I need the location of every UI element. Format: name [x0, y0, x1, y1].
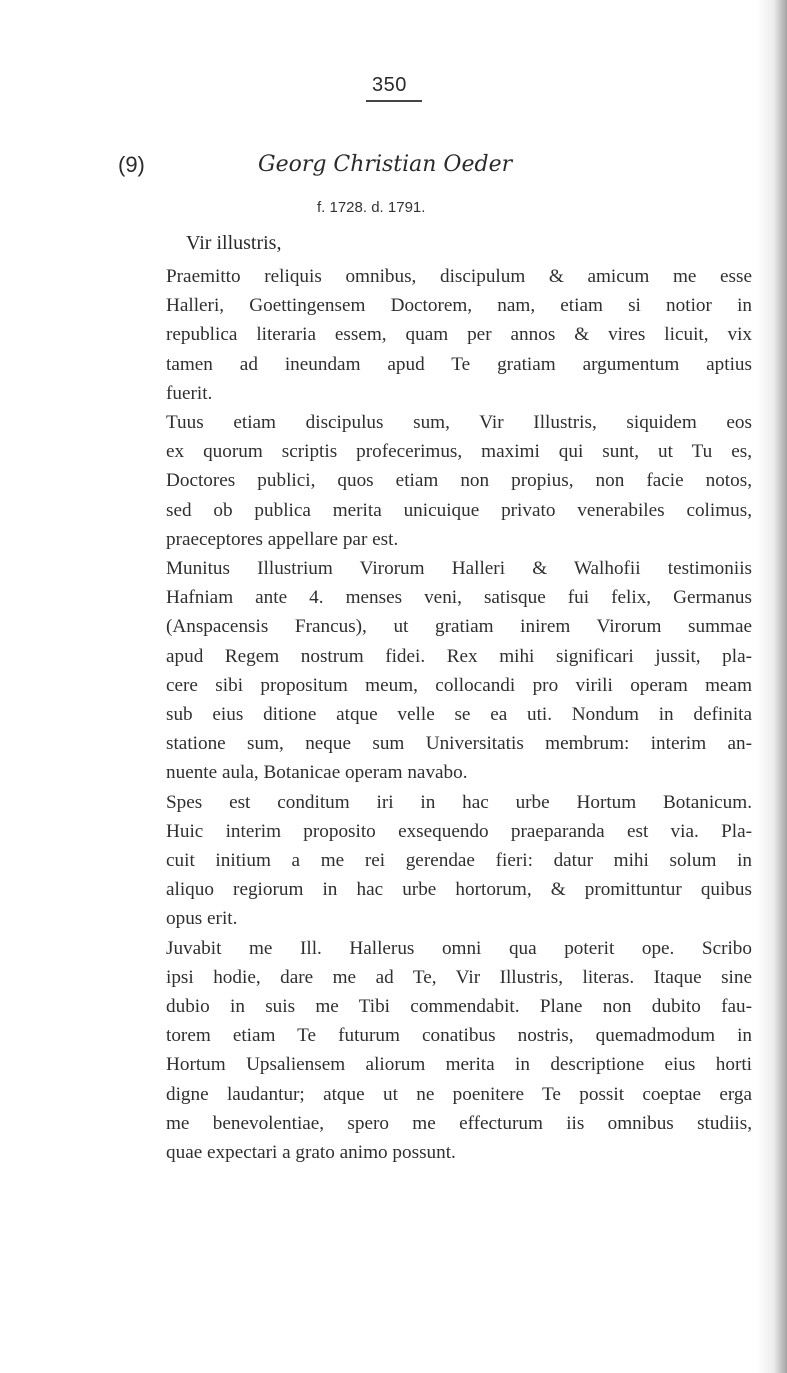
- text-line: Huic interim proposito exsequendo praeparanda est via. Pla-: [166, 820, 752, 842]
- text-line: tamen ad ineundam apud Te gratiam argumentum aptius: [166, 353, 752, 375]
- text-line: (Anspacensis Francus), ut gratiam inirem Virorum summae: [166, 616, 752, 638]
- text-line: praeceptores appellare par est.: [166, 528, 399, 550]
- text-line: me benevolentiae, spero me effecturum iis omnibus studiis,: [166, 1112, 752, 1134]
- text-line: ipsi hodie, dare me ad Te, Vir Illustris, literas. Itaque sine: [166, 966, 752, 988]
- text-line: Juvabit me Ill. Hallerus omni qua poterit ope. Scribo: [166, 937, 752, 959]
- text-line: opus erit.: [166, 908, 238, 930]
- text-line: Halleri, Goettingensem Doctorem, nam, etiam si notior in: [166, 295, 752, 317]
- text-line: sub eius ditione atque velle se ea uti. Nondum in definita: [166, 704, 752, 726]
- text-line: Munitus Illustrium Virorum Halleri & Walhofii testimoniis: [166, 558, 752, 580]
- text-line: aliquo regiorum in hac urbe hortorum, & promittuntur quibus: [166, 879, 752, 901]
- text-line: apud Regem nostrum fidei. Rex mihi significari jussit, pla-: [166, 645, 752, 667]
- text-line: cuit initium a me rei gerendae fieri: datur mihi solum in: [166, 850, 752, 872]
- text-line: Spes est conditum iri in hac urbe Hortum Botanicum.: [166, 791, 752, 813]
- text-line: Hortum Upsaliensem aliorum merita in descriptione eius horti: [166, 1054, 752, 1076]
- paragraph: [142, 934, 752, 1168]
- text-line: fuerit.: [166, 382, 213, 404]
- text-line: Tuus etiam discipulus sum, Vir Illustris, siquidem eos: [166, 412, 752, 434]
- letter-body: [142, 262, 752, 1167]
- text-line: nuente aula, Botanicae operam navabo.: [166, 762, 468, 784]
- paragraph: [142, 554, 752, 788]
- text-line: Doctores publici, quos etiam non propius, non facie notos,: [166, 470, 752, 492]
- text-line: cere sibi propositum meum, collocandi pro virili operam meam: [166, 674, 752, 696]
- author-name: Georg Christian Oeder: [258, 152, 513, 177]
- text-line: dubio in suis me Tibi commendabit. Plane non dubito fau-: [166, 996, 752, 1018]
- page-number-rule: [366, 100, 422, 102]
- text-line: digne laudantur; atque ut ne poenitere Te possit coeptae erga: [166, 1083, 752, 1105]
- entry-header: [118, 152, 718, 188]
- author-lifespan: f. 1728. d. 1791.: [317, 199, 426, 216]
- paragraph: [142, 262, 752, 408]
- text-line: Hafniam ante 4. menses veni, satisque fui felix, Germanus: [166, 587, 752, 609]
- text-line: ex quorum scriptis profecerimus, maximi qui sunt, ut Tu es,: [166, 441, 752, 463]
- text-line: torem etiam Te futurum conatibus nostris, quemadmodum in: [166, 1025, 752, 1047]
- text-line: sed ob publica merita unicuique privato venerabiles colimus,: [166, 499, 752, 521]
- paragraph: [142, 408, 752, 554]
- entry-number: (9): [118, 152, 145, 177]
- letter-salutation: Vir illustris,: [186, 232, 282, 254]
- text-line: statione sum, neque sum Universitatis membrum: interim an-: [166, 733, 752, 755]
- text-line: Praemitto reliquis omnibus, discipulum & amicum me esse: [166, 266, 752, 287]
- paragraph: [142, 788, 752, 934]
- page-edge-shadow: [757, 0, 787, 1373]
- text-line: republica literaria essem, quam per annos & vires licuit, vix: [166, 324, 752, 346]
- page-number: 350: [372, 74, 407, 96]
- text-line: quae expectari a grato animo possunt.: [166, 1142, 456, 1164]
